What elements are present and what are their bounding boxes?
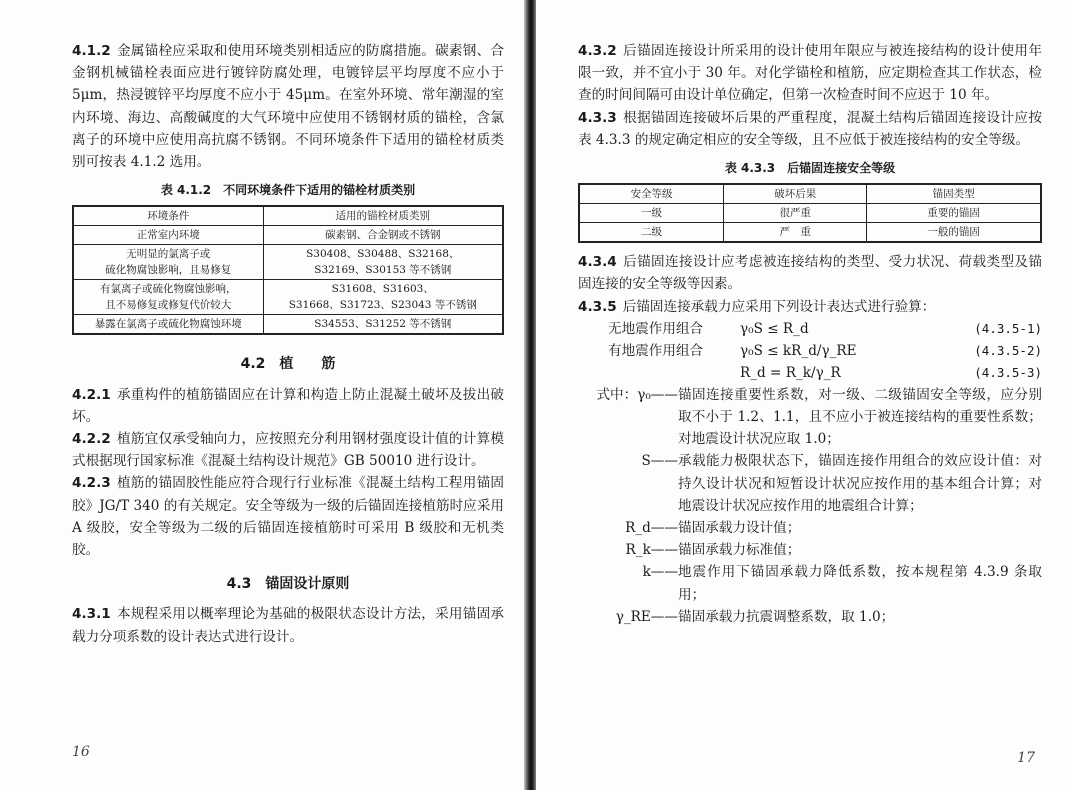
- clause-number: 4.3.4: [578, 254, 617, 271]
- clause-text: 植筋的锚固胶性能应符合现行行业标准《混凝土结构工程用锚固胶》JG/T 340 的有关规定。安全等级为一级的后锚固连接植筋时应采用 A 级胶，安全等级为二级的后锚固连接植筋时可采用 B 级胶和无机类胶。: [72, 475, 504, 559]
- clause-number: 4.3.1: [72, 606, 111, 623]
- formula-block: [578, 318, 1042, 384]
- table-cell: 严 重: [724, 223, 867, 243]
- table-cell: 碳素钢、合金钢或不锈钢: [263, 226, 503, 245]
- definition-row: [578, 561, 1042, 605]
- formula-number: (4.3.5-2): [974, 342, 1042, 358]
- formula-label: 有地震作用组合: [608, 342, 704, 359]
- table-cell: S30408、S30488、S32168、 S32169、S30153 等不锈钢: [263, 245, 503, 280]
- definition-row: [578, 517, 1042, 539]
- clause-4-3-1: [72, 603, 504, 647]
- clause-number: 4.2.1: [72, 386, 111, 403]
- definition-text: 锚固连接重要性系数，对一级、二级锚固安全等级，应分别取不小于 1.2、1.1，且不应小于被连接结构的重要性系数；对地震设计状况应取 1.0；: [678, 386, 1042, 448]
- definition-symbol: S——: [641, 453, 678, 470]
- header-cell: 破坏后果: [724, 184, 867, 204]
- definition-symbol: R_k——: [625, 542, 678, 559]
- definition-row: [578, 450, 1042, 517]
- formula-row: [578, 318, 1042, 340]
- clause-text: 根据锚固连接破坏后果的严重程度，混凝土结构后锚固连接设计应按表 4.3.3 的规定确定相应的安全等级，且不应低于被连接结构的安全等级。: [578, 109, 1042, 148]
- table-cell: 有氯离子或硫化物腐蚀影响， 且不易修复或修复代价较大: [73, 280, 263, 315]
- clause-4-2-1: [72, 384, 504, 428]
- table-row: [73, 245, 503, 280]
- formula-number: (4.3.5-1): [974, 320, 1042, 336]
- table-cell: S31608、S31603、 S31668、S31723、S23043 等不锈钢: [263, 280, 503, 315]
- formula-row: [578, 362, 1042, 384]
- clause-text: 本规程采用以概率理论为基础的极限状态设计方法，采用锚固承载力分项系数的设计表达式进行设计。: [72, 606, 504, 645]
- right-text-column: [578, 40, 1042, 628]
- page-number: 17: [1017, 750, 1035, 766]
- definition-symbol: 式中：γ₀——: [596, 386, 678, 403]
- clause-4-3-3: [578, 107, 1042, 151]
- clause-number: 4.3.2: [578, 43, 617, 59]
- table-4-3-3-caption: 表 4.3.3 后锚固连接安全等级: [724, 161, 896, 176]
- clause-4-3-5: [578, 296, 1042, 318]
- clause-number: 4.1.2: [72, 43, 111, 59]
- table-row: [73, 280, 503, 315]
- definition-row: [578, 539, 1042, 561]
- right-page: [536, 0, 1065, 790]
- table-cell: 正常室内环境: [73, 226, 263, 245]
- table-cell: 一级: [579, 204, 724, 223]
- table-4-1-2: [72, 205, 504, 335]
- table-header-row: [73, 206, 503, 226]
- definition-row: [578, 384, 1042, 451]
- left-text-column: [72, 40, 504, 648]
- section-heading-4-3: 4.3 锚固设计原则: [226, 576, 350, 593]
- table-cell: S34553、S31252 等不锈钢: [263, 315, 503, 335]
- definition-text: 锚固承载力标准值；: [678, 542, 801, 559]
- clause-number: 4.2.3: [72, 475, 111, 492]
- clause-number: 4.3.3: [578, 109, 617, 126]
- table-cell: 二级: [579, 223, 724, 243]
- header-cell: 环境条件: [73, 206, 263, 226]
- table-row: [579, 223, 1041, 243]
- formula-expression: R_d = R_k/γ_R: [740, 364, 841, 381]
- clause-4-2-3: [72, 472, 504, 561]
- table-cell: 重要的锚固: [867, 204, 1041, 223]
- clause-text: 后锚固连接承载力应采用下列设计表达式进行验算：: [622, 298, 936, 315]
- definition-text: 锚固承载力抗震调整系数，取 1.0；: [678, 608, 895, 625]
- table-header-row: [579, 184, 1041, 204]
- table-4-1-2-caption: 表 4.1.2 不同环境条件下适用的锚栓材质类别: [160, 183, 416, 198]
- formula-label: 无地震作用组合: [608, 320, 704, 337]
- definition-text: 承载能力极限状态下，锚固连接作用组合的效应设计值：对持久设计状况和短暂设计状况应按作用的基本组合计算；对地震设计状况应按作用的地震组合计算；: [678, 453, 1042, 514]
- definition-symbol: R_d——: [625, 520, 678, 537]
- clause-text: 后锚固连接设计所采用的设计使用年限应与被连接结构的设计使用年限一致，并不宜小于 30 年。对化学锚栓和植筋，应定期检查其工作状态，检查的时间间隔可由设计单位确定，但第一次检查时间不应迟于 10 年。: [578, 43, 1042, 104]
- table-cell: 无明显的氯离子或 硫化物腐蚀影响，且易修复: [73, 245, 263, 280]
- clause-number: 4.2.2: [72, 431, 111, 448]
- clause-4-3-4: [578, 251, 1042, 295]
- clause-4-2-2: [72, 428, 504, 472]
- clause-text: 植筋宜仅承受轴向力，应按照充分利用钢材强度设计值的计算模式根据现行国家标准《混凝土结构设计规范》GB 50010 进行设计。: [72, 431, 504, 470]
- header-cell: 安全等级: [579, 184, 724, 204]
- definition-text: 锚固承载力设计值；: [678, 520, 801, 537]
- definition-symbol: γ_RE——: [615, 608, 678, 625]
- table-cell: 一般的锚固: [867, 223, 1041, 243]
- section-heading-4-2: 4.2 植 筋: [240, 356, 336, 373]
- table-row: [73, 315, 503, 335]
- table-row: [579, 204, 1041, 223]
- formula-number: (4.3.5-3): [974, 364, 1042, 380]
- table-row: [73, 226, 503, 245]
- table-cell: 很严重: [724, 204, 867, 223]
- left-page: [0, 0, 528, 790]
- symbol-definitions: [578, 384, 1042, 628]
- definition-text: 地震作用下锚固承载力降低系数，按本规程第 4.3.9 条取用；: [678, 564, 1042, 603]
- header-cell: 锚固类型: [867, 184, 1041, 204]
- table-cell: 暴露在氯离子或硫化物腐蚀环境: [73, 315, 263, 335]
- clause-text: 金属锚栓应采取和使用环境类别相适应的防腐措施。碳素钢、合金钢机械锚栓表面应进行镀锌防腐处理，电镀锌层平均厚度不应小于 5μm，热浸镀锌平均厚度不应小于 45μm。在室外环境、常年潮湿的室内环境、海边、高酸碱度的大气环境中应使用不锈钢材质的锚栓，含氯离子的环境中应使用高抗腐不锈钢。不同环境条件下适用的锚栓材质类别可按表 4.1.2 选用。: [72, 43, 504, 171]
- formula-expression: γ₀S ≤ kR_d/γ_RE: [740, 342, 857, 359]
- clause-number: 4.3.5: [578, 298, 617, 315]
- header-cell: 适用的锚栓材质类别: [263, 206, 503, 226]
- clause-4-3-2: [578, 40, 1042, 107]
- clause-text: 后锚固连接设计应考虑被连接结构的类型、受力状况、荷载类型及锚固连接的安全等级等因素。: [578, 254, 1042, 293]
- clause-text: 承重构件的植筋锚固应在计算和构造上防止混凝土破坏及拔出破坏。: [72, 386, 504, 425]
- definition-symbol: k——: [642, 564, 678, 581]
- page-number: 16: [72, 744, 90, 760]
- definition-row: [578, 606, 1042, 628]
- clause-4-1-2: [72, 40, 504, 173]
- table-4-3-3: [578, 183, 1042, 243]
- formula-expression: γ₀S ≤ R_d: [740, 320, 809, 337]
- formula-row: [578, 340, 1042, 362]
